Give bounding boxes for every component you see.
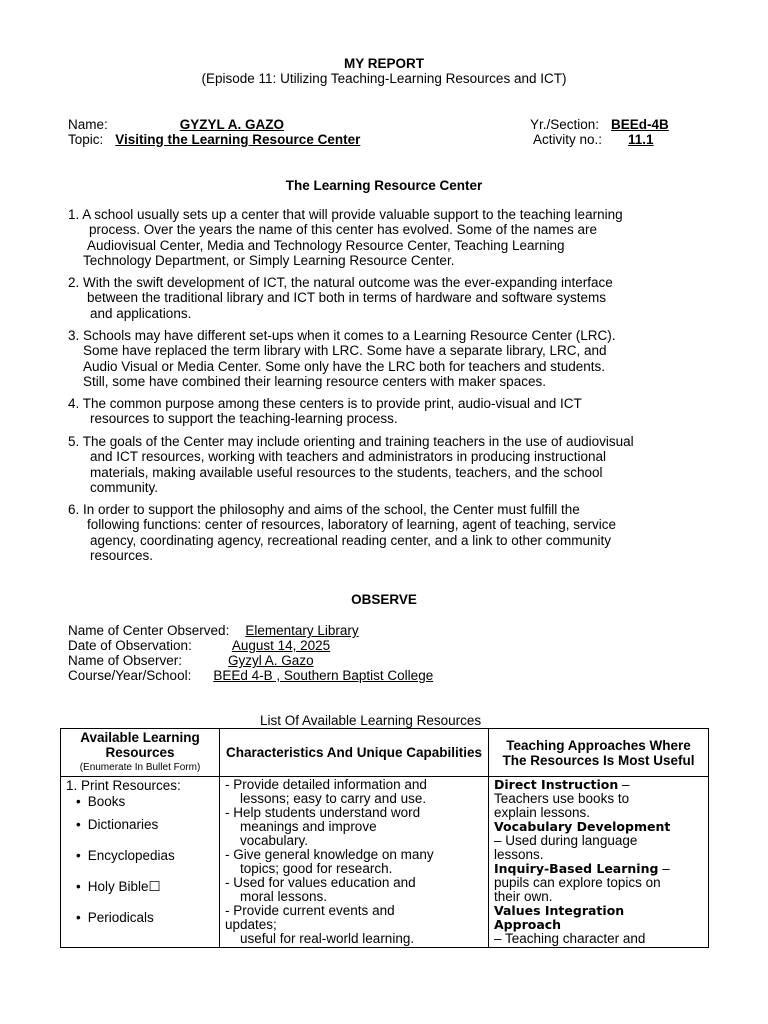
topic-label: Topic:: [68, 132, 104, 147]
approach-line: lessons.: [494, 847, 544, 862]
paragraph-line: between the traditional library and ICT both in terms of hardware and software systems: [87, 290, 607, 306]
bullet-item: • Books: [66, 794, 214, 809]
char-line: topics; good for research.: [240, 861, 393, 876]
char-line: updates;: [225, 917, 277, 932]
approach-line: [494, 778, 703, 792]
activity-value: 11.1: [628, 132, 654, 147]
approach-line: – Teaching character and: [494, 931, 646, 946]
header-approaches: Teaching Approaches Where The Resources Is Most Useful: [489, 729, 709, 777]
observe-value: Gyzyl A. Gazo: [228, 653, 314, 668]
paragraph-4: [68, 396, 708, 427]
topic-line: [68, 132, 415, 147]
char-line: lessons; easy to carry and use.: [240, 791, 427, 806]
observe-field-observer: [68, 653, 392, 668]
name-label: Name:: [68, 117, 108, 132]
approach-text: –: [618, 777, 630, 792]
category-label: 1. Print Resources:: [66, 778, 181, 793]
header-characteristics: Characteristics And Unique Capabilities: [220, 729, 489, 777]
observe-label: Course/Year/School:: [68, 668, 192, 683]
char-line: - Give general knowledge on many: [225, 847, 434, 862]
bullet-item: • Dictionaries: [66, 817, 214, 832]
char-line: - Provide current events and: [225, 903, 395, 918]
paragraph-line: process. Over the years the name of this center has evolved. Some of the names are: [89, 222, 598, 238]
paragraph-line: and ICT resources, working with teachers and administrators in producing instructional: [90, 449, 606, 465]
paragraph-line: agency, coordinating agency, recreational reading center, and a link to other community: [90, 532, 612, 548]
paragraph-line: 5. The goals of the Center may include orienting and training teachers in the use of audiovisual: [68, 434, 634, 449]
approach-line: their own.: [494, 889, 553, 904]
observe-value: August 14, 2025: [231, 638, 331, 653]
approach-line: Values Integration: [494, 903, 625, 918]
table-caption: List Of Available Learning Resources: [260, 713, 482, 728]
cell-characteristics: [220, 777, 489, 948]
approach-line: Teachers use books to: [494, 791, 630, 806]
cell-approaches: [489, 777, 709, 948]
section-label: Yr./Section:: [530, 117, 600, 132]
approach-line: [494, 862, 703, 876]
approach-text: –: [658, 861, 670, 876]
name-value: GYZYL A. GAZO: [179, 117, 285, 132]
paragraph-line: Still, some have combined their learning resource centers with maker spaces.: [83, 373, 546, 389]
paragraph-line: 2. With the swift development of ICT, the natural outcome was the ever-expanding interface: [68, 275, 613, 290]
char-line: - Help students understand word: [225, 805, 421, 820]
bullet-item: • Encyclopedias: [66, 848, 214, 863]
activity-line: [533, 132, 688, 147]
paragraph-2: [68, 275, 708, 321]
observe-field-date: [68, 638, 362, 653]
header-resources-sub: (Enumerate In Bullet Form): [79, 762, 201, 773]
resources-table: [60, 728, 709, 948]
char-line: - Provide detailed information and: [225, 777, 427, 792]
section-heading: The Learning Resource Center: [285, 178, 483, 193]
paragraph-line: Audio Visual or Media Center. Some only have the LRC both for teachers and students.: [83, 358, 606, 374]
char-line: meanings and improve: [240, 819, 377, 834]
paragraph-line: and applications.: [90, 305, 192, 321]
bullet-item: • Periodicals: [66, 910, 214, 925]
name-line: [68, 117, 408, 132]
paragraph-line: 1. A school usually sets up a center that will provide valuable support to the teaching learning: [68, 207, 623, 222]
observe-heading: OBSERVE: [351, 592, 417, 607]
cell-resources: [61, 777, 220, 948]
paragraph-line: materials, making available useful resources to the students, teachers, and the school: [90, 464, 603, 480]
observe-value: Elementary Library: [245, 623, 359, 638]
report-subtitle: (Episode 11: Utilizing Teaching-Learning Resources and ICT): [201, 71, 567, 86]
approach-bold: Inquiry-Based Learning: [494, 861, 659, 876]
observe-field-course: [68, 668, 483, 683]
section-line: [530, 117, 689, 132]
topic-value: Visiting the Learning Resource Center: [115, 132, 361, 147]
paragraph-line: community.: [90, 479, 159, 495]
header-resources: [61, 729, 220, 777]
paragraph-1: [68, 207, 708, 268]
activity-label: Activity no.:: [533, 132, 603, 147]
approach-line: Approach: [494, 917, 562, 932]
paragraph-line: Some have replaced the term library with LRC. Some have a separate library, LRC, and: [83, 343, 607, 359]
approach-line: pupils can explore topics on: [494, 875, 661, 890]
table-header-row: [61, 729, 709, 777]
paragraph-line: following functions: center of resources, laboratory of learning, agent of teaching, service: [87, 517, 617, 533]
char-line: vocabulary.: [240, 833, 309, 848]
paragraph-3: [68, 328, 708, 389]
bullet-item: • Holy Bible☐: [66, 879, 214, 894]
paragraph-line: 3. Schools may have different set-ups when it comes to a Learning Resource Center (LRC).: [68, 328, 616, 343]
observe-value: BEEd 4-B , Southern Baptist College: [213, 668, 434, 683]
report-title: MY REPORT: [343, 56, 424, 71]
approach-line: explain lessons.: [494, 805, 591, 820]
paragraph-line: Technology Department, or Simply Learning Resource Center.: [83, 252, 455, 268]
table-row: [61, 777, 709, 948]
observe-label: Date of Observation:: [68, 638, 192, 653]
approach-bold: Direct Instruction: [494, 777, 619, 792]
observe-label: Name of Center Observed:: [68, 623, 230, 638]
observe-label: Name of Observer:: [68, 653, 183, 668]
char-line: - Used for values education and: [225, 875, 416, 890]
approach-line: – Used during language: [494, 833, 638, 848]
paragraph-line: Audiovisual Center, Media and Technology Resource Center, Teaching Learning: [87, 237, 565, 253]
header-resources-label: Available Learning Resources: [80, 730, 200, 760]
approach-line: Vocabulary Development: [494, 819, 671, 834]
paragraph-line: resources to support the teaching-learning process.: [90, 411, 398, 427]
section-value: BEEd-4B: [611, 117, 669, 132]
char-line: moral lessons.: [240, 889, 328, 904]
paragraph-line: 4. The common purpose among these centers is to provide print, audio-visual and ICT: [68, 396, 582, 411]
paragraph-line: resources.: [90, 547, 154, 563]
char-line: useful for real-world learning.: [240, 931, 415, 946]
paragraph-6: [68, 502, 708, 563]
observe-field-center: [68, 623, 386, 638]
paragraph-line: 6. In order to support the philosophy and aims of the school, the Center must fulfill the: [68, 502, 580, 517]
paragraph-5: [68, 434, 708, 495]
